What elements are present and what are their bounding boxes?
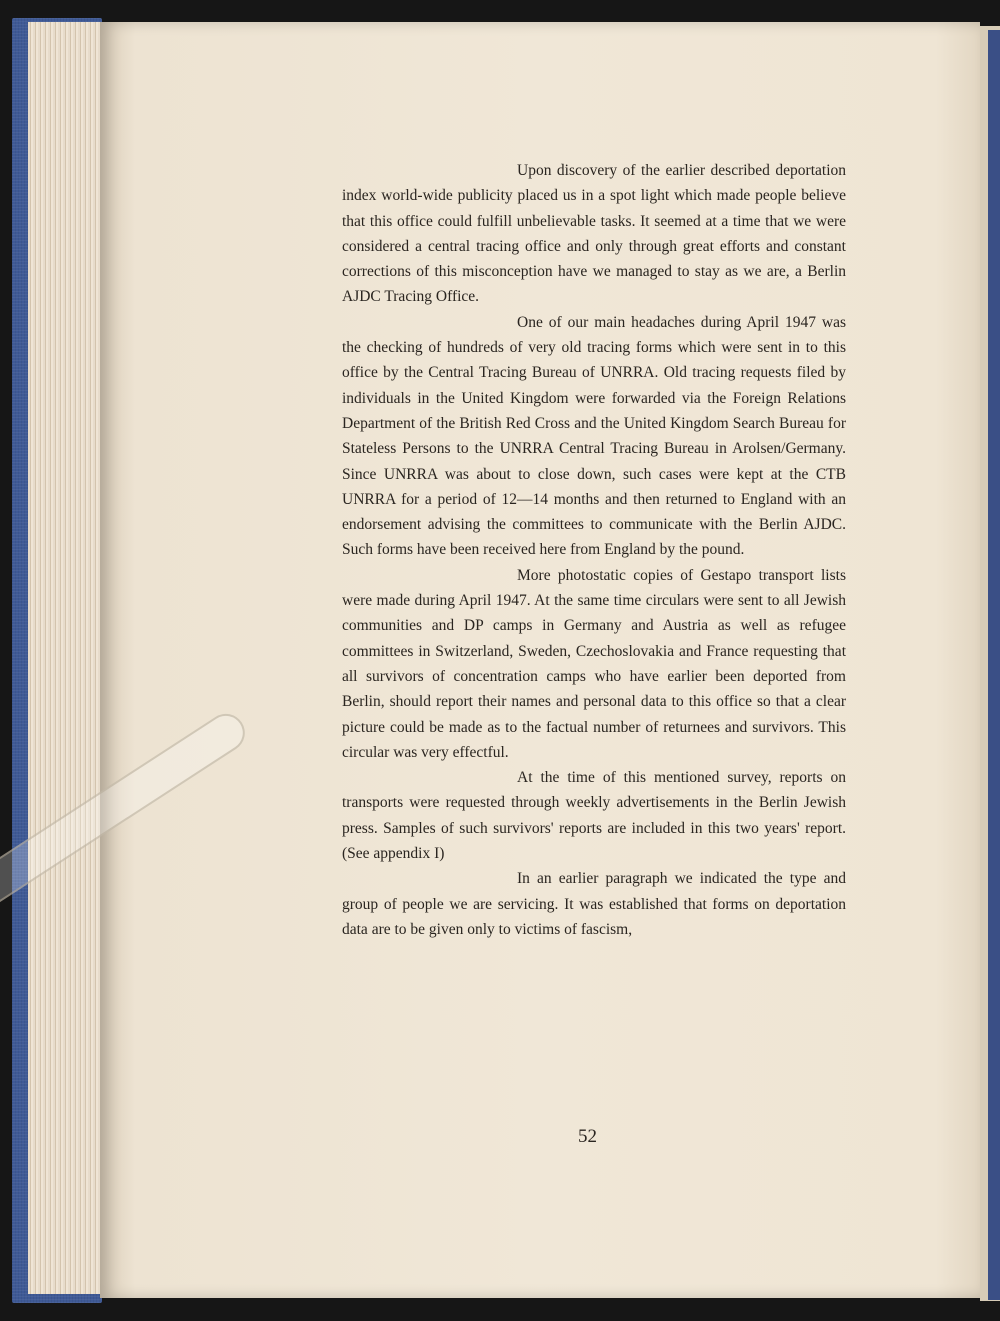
paragraph: More photostatic copies of Gestapo transport lists were made during April 1947. At the same time circulars were sent to all Jewish communities and DP camps in Germany and Austria as well as refugee committees in Switzerland, Sweden, Czechoslovakia and France requesting that all survivors of concentration camps who have earlier been deported from Berlin, should report their names and personal data to this office so that a clear picture could be made as to the factual number of returnees and survivors. This circular was very effectful. [342,566,846,761]
page-number: 52 [578,1126,597,1147]
paragraph: At the time of this mentioned survey, reports on transports were requested through weekly advertisements in the Berlin Jewish press. Samples of such survivors' reports are included in this two years' report. (See appendix I) [342,769,846,863]
page-edges [28,22,108,1294]
paragraph: One of our main headaches during April 1947 was the checking of hundreds of very old tracing forms which were sent in to this office by the Central Tracing Bureau of UNRRA. Old tracing requests filed by individuals in the United Kingdom were forwarded via the Foreign Relations Department of the British Red Cross and the United Kingdom Search Bureau for Stateless Persons to the UNRRA Central Tracing Bureau in Arolsen/Germany. Since UNRRA was about to close down, such cases were kept at the CTB UNRRA for a period of 12—14 months and then returned to England with an endorsement advising the committees to communicate with the Berlin AJDC. Such forms have been received here from England by the pound. [342,313,846,559]
body-text [342,158,846,942]
paragraph: Upon discovery of the earlier described deportation index world-wide publicity placed us in a spot light which made people believe that this office could fulfill unbelievable tasks. It seemed at a time that we were considered a central tracing office and only through great efforts and constant corrections of this misconception have we managed to stay as we are, a Berlin AJDC Tracing Office. [342,162,846,306]
paragraph: In an earlier paragraph we indicated the type and group of people we are servicing. It was established that forms on deportation data are to be given only to victims of fascism, [342,870,846,938]
cover-right-edge [988,30,1000,1300]
